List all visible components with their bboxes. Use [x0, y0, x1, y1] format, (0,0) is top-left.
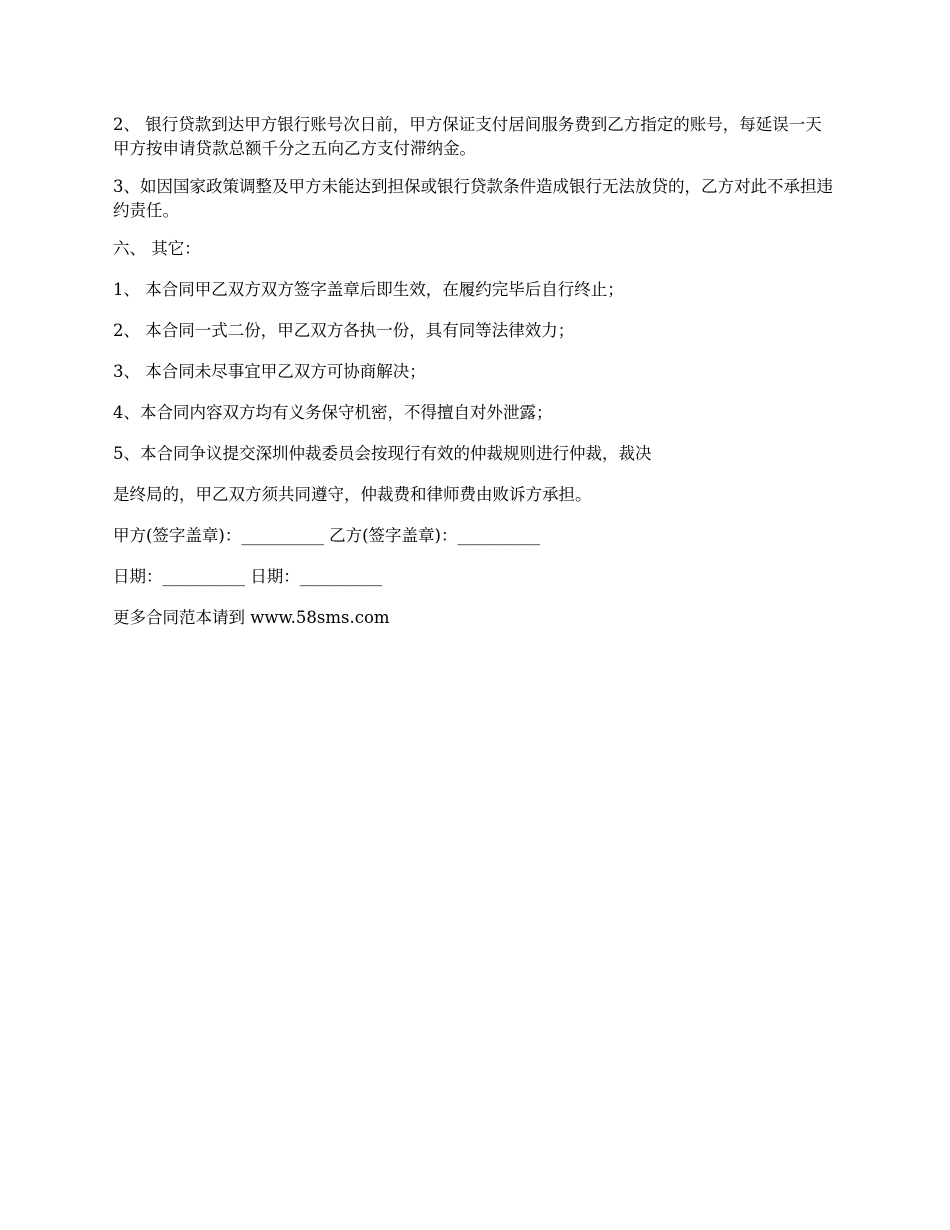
other-clause-2: 2、 本合同一式二份，甲乙双方各执一份，具有同等法律效力；: [113, 321, 575, 340]
clause-2-bank-loan-fee: 2、 银行贷款到达甲方银行账号次日前，甲方保证支付居间服务费到乙方指定的账号，每延误一天甲方按申请贷款总额千分之五向乙方支付滞纳金。: [113, 115, 822, 158]
signature-line: 甲方(签字盖章)：__________ 乙方(签字盖章)：__________: [113, 526, 540, 545]
other-clause-5: 5、本合同争议提交深圳仲裁委员会按现行有效的仲裁规则进行仲裁，裁决: [113, 444, 652, 463]
other-clause-3: 3、 本合同未尽事宜甲乙双方可协商解决；: [113, 362, 426, 381]
clause-3-policy-exemption: 3、如因国家政策调整及甲方未能达到担保或银行贷款条件造成银行无法放贷的，乙方对此不承担违约责任。: [113, 177, 833, 220]
other-clause-5-continued: 是终局的，甲乙双方须共同遵守，仲裁费和律师费由败诉方承担。: [113, 485, 592, 504]
section-6-heading: 六、 其它：: [113, 239, 201, 258]
other-clause-4: 4、本合同内容双方均有义务保守机密，不得擅自对外泄露；: [113, 403, 553, 422]
date-line: 日期：__________ 日期：__________: [113, 567, 383, 586]
footer-more-templates: 更多合同范本请到 www.58sms.com: [113, 608, 390, 627]
other-clause-1: 1、 本合同甲乙双方双方签字盖章后即生效，在履约完毕后自行终止；: [113, 280, 624, 299]
